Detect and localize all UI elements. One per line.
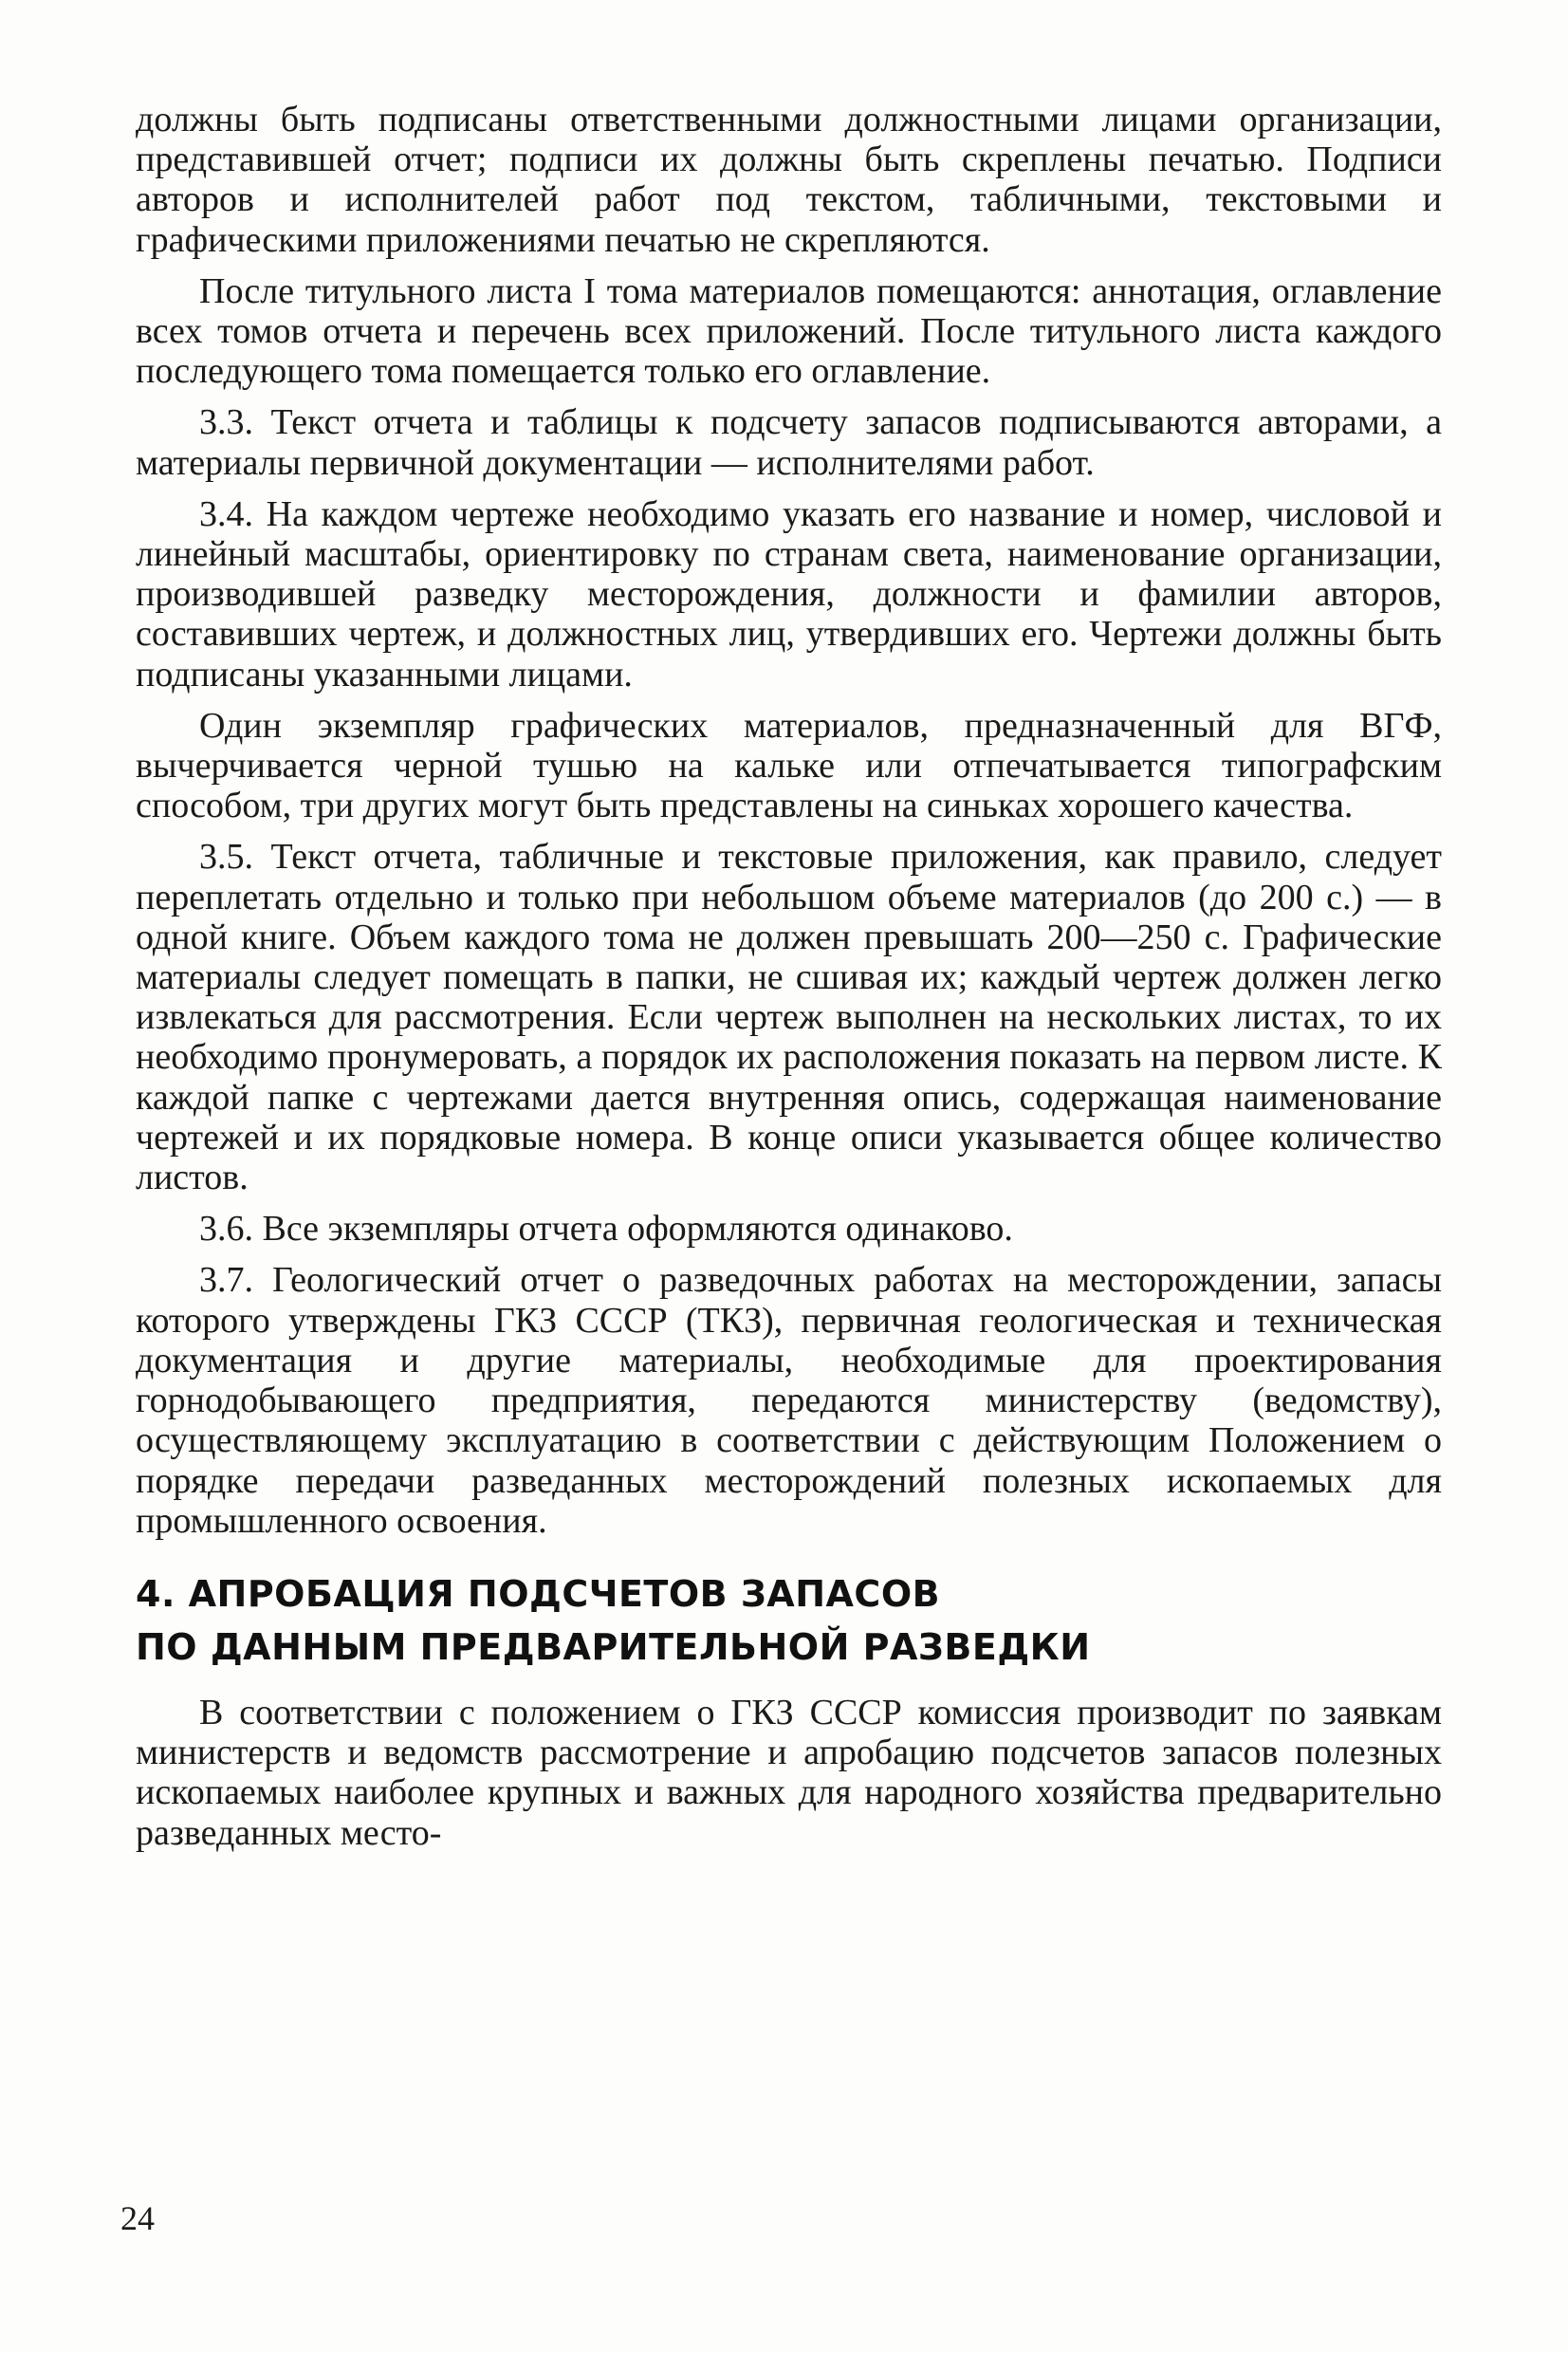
paragraph-3-7: 3.7. Геологический отчет о разведочных работах на месторождении, запасы которого утверждены ГКЗ СССР (ТКЗ), первичная геологическая и техническая документация и другие материалы, необходимые для проектирования горнодобывающего предприятия, передаются министерству (ведомству), осуществляющему эксплуатацию в соответствии с действующим Положением о порядке передачи разведанных месторождений полезных ископаемых для промышленного освоения. <box>136 1260 1442 1541</box>
section-heading <box>136 1567 1442 1674</box>
paragraph-continuation: должны быть подписаны ответственными должностными лицами организации, представившей отчет; подписи их должны быть скреплены печатью. Подписи авторов и исполнителей работ под текстом, табличными, текстовыми и графическими приложениями печатью не скрепляются. <box>136 100 1442 260</box>
paragraph-3-4: 3.4. На каждом чертеже необходимо указать его название и номер, числовой и линейный масштабы, ориентировку по странам света, наименование организации, производившей разведку месторождения, должности и фамилии авторов, составивших чертеж, и должностных лиц, утвердивших его. Чертежи должны быть подписаны указанными лицами. <box>136 493 1442 695</box>
section-heading-line-1: 4. АПРОБАЦИЯ ПОДСЧЕТОВ ЗАПАСОВ <box>136 1572 941 1615</box>
paragraph-graphic-copy: Один экземпляр графических материалов, предназначенный для ВГФ, вычерчивается черной тушью на кальке или отпечатывается типографским способом, три других могут быть представлены на синьках хорошего качества. <box>136 705 1442 826</box>
paragraph-3-6: 3.6. Все экземпляры отчета оформляются одинаково. <box>199 1209 1013 1250</box>
section-heading-line-2: ПО ДАННЫМ ПРЕДВАРИТЕЛЬНОЙ РАЗВЕДКИ <box>136 1625 1091 1668</box>
paragraph-3-3: 3.3. Текст отчета и таблицы к подсчету запасов подписываются авторами, а материалы первичной документации — исполнителями работ. <box>136 402 1442 483</box>
paragraph-3-5: 3.5. Текст отчета, табличные и текстовые приложения, как правило, следует переплетать отдельно и только при небольшом объеме материалов (до 200 с.) — в одной книге. Объем каждого тома не должен превышать 200—250 с. Графические материалы следует помещать в папки, не сшивая их; каждый чертеж должен легко извлекаться для рассмотрения. Если чертеж выполнен на нескольких листах, то их необходимо пронумеровать, а порядок их расположения показать на первом листе. К каждой папке с чертежами дается внутренняя опись, содержащая наименование чертежей и их порядковые номера. В конце описи указывается общее количество листов. <box>136 837 1442 1198</box>
paragraph-section-4-intro: В соответствии с положением о ГКЗ СССР комиссия производит по заявкам министерств и ведомств рассмотрение и апробацию подсчетов запасов полезных ископаемых наиболее крупных и важных для народного хозяйства предварительно разведанных место- <box>136 1692 1442 1853</box>
paragraph-title-page-contents: После титульного листа I тома материалов помещаются: аннотация, оглавление всех томов отчета и перечень всех приложений. После титульного листа каждого последующего тома помещается только его оглавление. <box>136 270 1442 392</box>
page-number: 24 <box>120 2199 155 2237</box>
body-text <box>136 100 1442 1853</box>
